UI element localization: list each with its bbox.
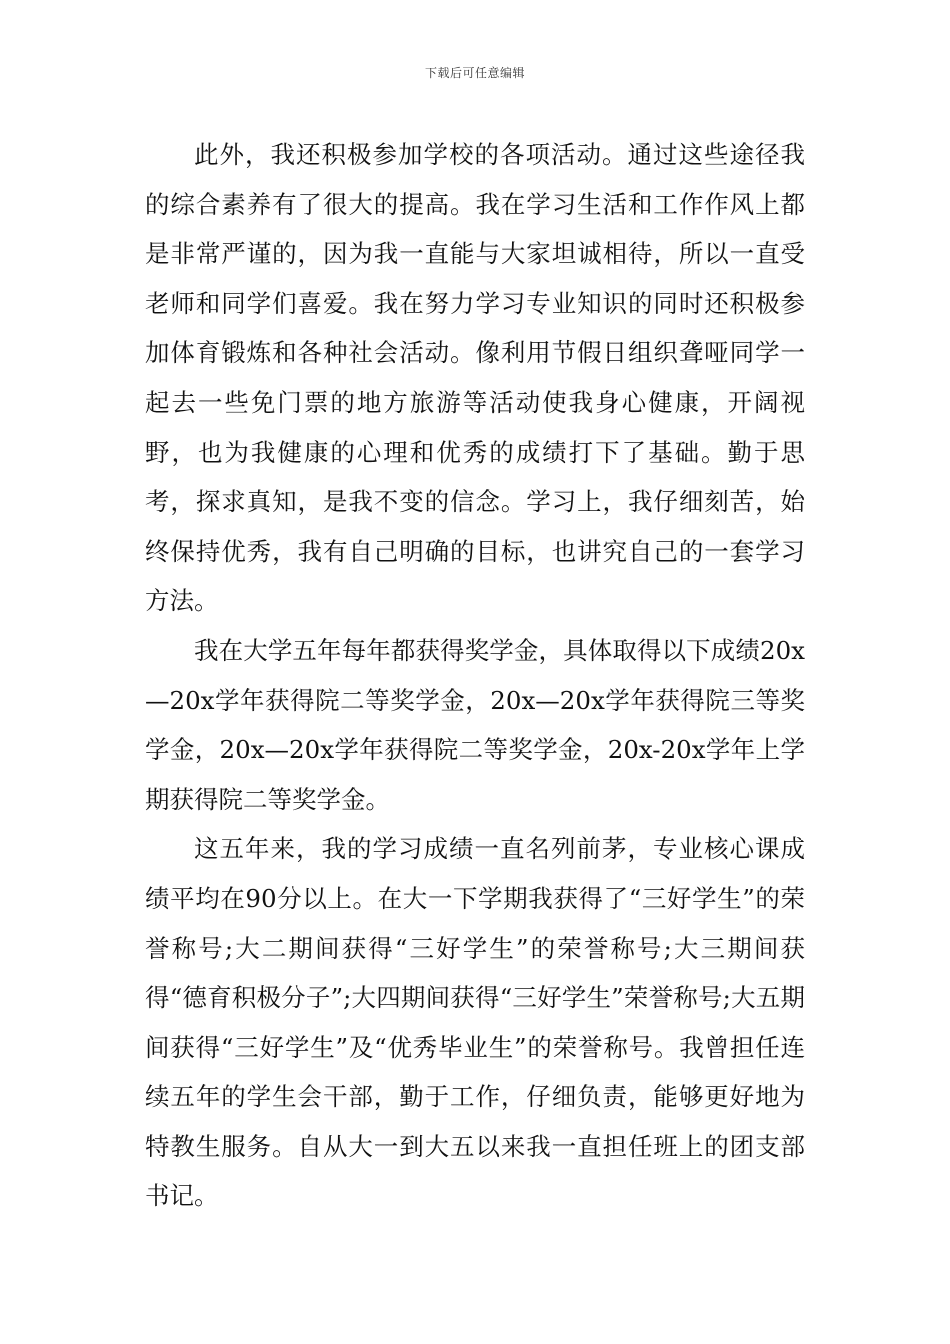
paragraph-activities: 此外，我还积极参加学校的各项活动。通过这些途径我的综合素养有了很大的提高。我在学习生活和工作作风上都是非常严谨的，因为我一直能与大家坦诚相待，所以一直受老师和同学们喜爱。我在努力学习专业知识的同时还积极参加体育锻炼和各种社会活动。像利用节假日组织聋哑同学一起去一些免门票的地方旅游等活动使我身心健康，开阔视野，也为我健康的心理和优秀的成绩打下了基础。勤于思考，探求真知，是我不变的信念。学习上，我仔细刻苦，始终保持优秀，我有自己明确的目标，也讲究自己的一套学习方法。 [145, 140, 805, 616]
paragraph-scholarships: 我在大学五年每年都获得奖学金，具体取得以下成绩20x—20x学年获得院二等奖学金，20x—20x学年获得院三等奖学金，20x—20x学年获得院二等奖学金，20x-20x学年上学期获得院二等奖学金。 [145, 635, 805, 814]
paragraph-honors: 这五年来，我的学习成绩一直名列前茅，专业核心课成绩平均在90分以上。在大一下学期我获得了“三好学生”的荣誉称号;大二期间获得“三好学生”的荣誉称号;大三期间获得“德育积极分子”;大四期间获得“三好学生”荣誉称号;大五期间获得“三好学生”及“优秀毕业生”的荣誉称号。我曾担任连续五年的学生会干部，勤于工作，仔细负责，能够更好地为特教生服务。自从大一到大五以来我一直担任班上的团支部书记。 [145, 834, 805, 1211]
document-body [145, 130, 805, 1221]
page-header: 下载后可任意编辑 [424, 66, 525, 80]
